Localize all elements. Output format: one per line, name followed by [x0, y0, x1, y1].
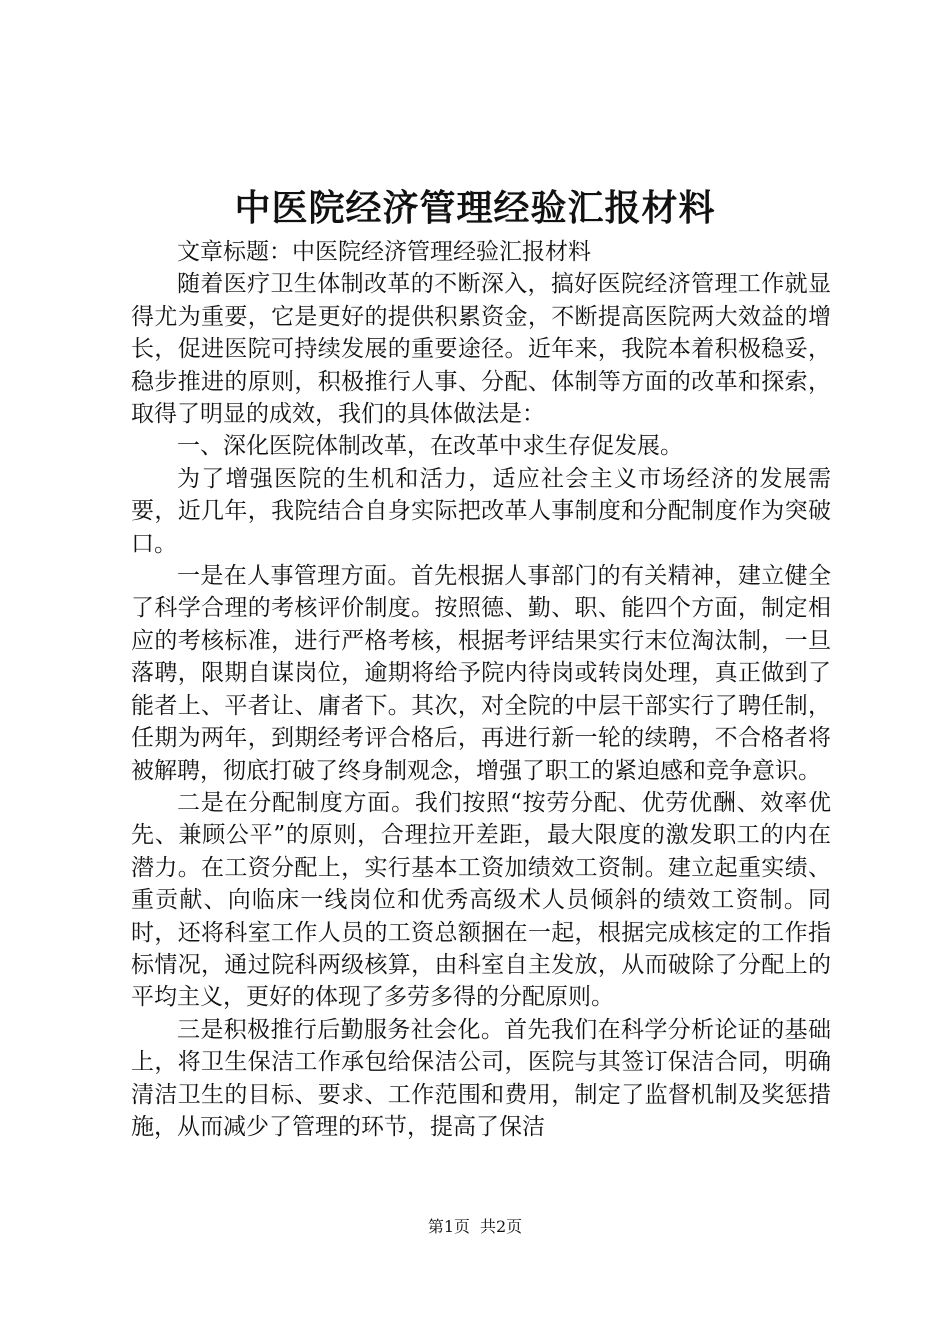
paragraph-logistics-socialization: 三是积极推行后勤服务社会化。首先我们在科学分析论证的基础上，将卫生保洁工作承包给保洁公司，医院与其签订保洁合同，明确清洁卫生的目标、要求、工作范围和费用，制定了监督机制及奖惩措施，从而减少了管理的环节，提高了保洁 [131, 1016, 831, 1140]
page-footer [0, 1216, 950, 1238]
document-title: 中医院经济管理经验汇报材料 [234, 187, 716, 229]
paragraph-article-title: 文章标题：中医院经济管理经验汇报材料 [177, 239, 591, 265]
section-heading-1: 一、深化医院体制改革，在改革中求生存促发展。 [177, 433, 683, 460]
page-number: 第1页 [427, 1217, 470, 1236]
paragraph-personnel-management: 一是在人事管理方面。首先根据人事部门的有关精神，建立健全了科学合理的考核评价制度。按照德、勤、职、能四个方面，制定相应的考核标准，进行严格考核，根据考评结果实行末位淘汰制，一旦落聘，限期自谋岗位，逾期将给予院内待岗或转岗处理，真正做到了能者上、平者让、庸者下。其次，对全院的中层干部实行了聘任制，任期为两年，到期经考评合格后，再进行新一轮的续聘，不合格者将被解聘，彻底打破了终身制观念，增强了职工的紧迫感和竞争意识。 [131, 563, 831, 784]
paragraph-distribution-system: 二是在分配制度方面。我们按照“按劳分配、优劳优酬、效率优先、兼顾公平”的原则，合理拉开差距，最大限度的激发职工的内在潜力。在工资分配上，实行基本工资加绩效工资制。建立起重实绩、重贡献、向临床一线岗位和优秀高级术人员倾斜的绩效工资制。同时，还将科室工作人员的工资总额捆在一起，根据完成核定的工作指标情况，通过院科两级核算，由科室自主发放，从而破除了分配上的平均主义，更好的体现了多劳多得的分配原则。 [131, 789, 831, 1011]
paragraph-reform-purpose: 为了增强医院的生机和活力，适应社会主义市场经济的发展需要，近几年，我院结合自身实际把改革人事制度和分配制度作为突破口。 [131, 465, 831, 557]
paragraph-intro: 随着医疗卫生体制改革的不断深入，搞好医院经济管理工作就显得尤为重要，它是更好的提供积累资金，不断提高医院两大效益的增长，促进医院可持续发展的重要途径。近年来，我院本着积极稳妥，稳步推进的原则，积极推行人事、分配、体制等方面的改革和探索，取得了明显的成效，我们的具体做法是： [131, 271, 831, 428]
document-body [131, 236, 831, 1143]
page-total: 共2页 [480, 1217, 523, 1236]
